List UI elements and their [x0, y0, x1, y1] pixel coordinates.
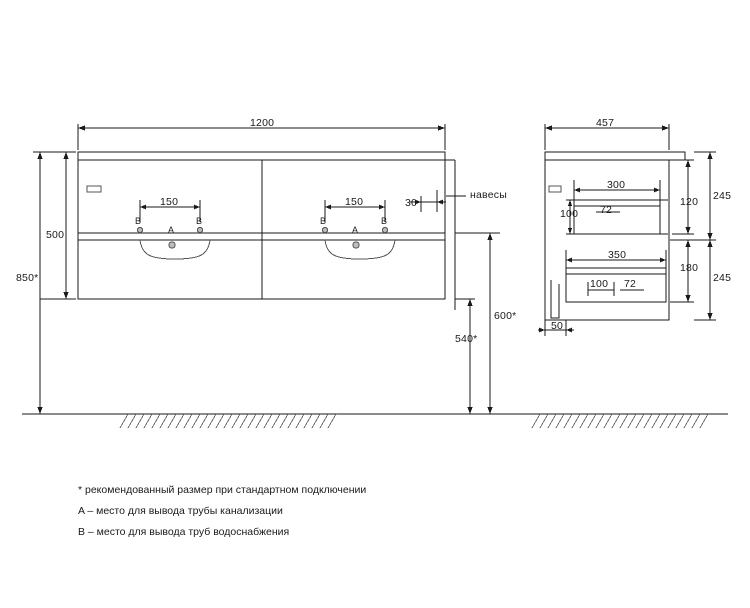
side-top-drawer — [574, 200, 668, 234]
dim-540 — [455, 299, 478, 414]
dim-label-150-right: 150 — [345, 196, 364, 208]
marker-a1: A — [168, 225, 175, 235]
dim-label-72-top: 72 — [600, 204, 613, 216]
side-countertop — [545, 152, 685, 160]
dim-label-150-left: 150 — [160, 196, 179, 208]
dim-label-300: 300 — [607, 179, 626, 191]
front-hanger-bracket — [87, 186, 101, 192]
dim-850 — [33, 152, 500, 414]
front-countertop — [78, 152, 445, 160]
dim-500 — [40, 152, 76, 299]
dim-label-50: 50 — [551, 320, 564, 332]
dim-label-245-bottom: 245 — [713, 272, 732, 284]
dim-label-540: 540* — [455, 333, 478, 345]
dim-label-500: 500 — [46, 229, 65, 241]
front-cabinet-body — [78, 160, 445, 299]
dim-label-850: 850* — [16, 272, 39, 284]
floor-hatching — [120, 414, 708, 428]
front-right-extension — [445, 160, 455, 310]
dim-label-350: 350 — [608, 249, 627, 261]
front-sink-right — [325, 240, 395, 259]
dim-label-100-bottom: 100 — [590, 278, 609, 290]
dim-label-600: 600* — [494, 310, 517, 322]
dim-label-1200: 1200 — [250, 117, 275, 129]
dim-label-245-top: 245 — [713, 190, 732, 202]
marker-b4: B — [381, 216, 388, 226]
dim-label-120: 120 — [680, 196, 699, 208]
marker-a2: A — [352, 225, 359, 235]
marker-b2: B — [196, 216, 203, 226]
side-hanger-bracket — [549, 186, 561, 192]
dim-label-100-top: 100 — [560, 208, 579, 220]
marker-b1: B — [135, 216, 142, 226]
legend — [78, 480, 478, 543]
dim-600 — [455, 233, 500, 414]
dim-label-180: 180 — [680, 262, 699, 274]
legend-item-1: A – место для вывода трубы канализации — [78, 505, 283, 517]
legend-item-2: B – место для вывода труб водоснабжения — [78, 526, 290, 538]
hangers-label: навесы — [470, 189, 507, 201]
dim-label-457: 457 — [596, 117, 615, 129]
dim-label-30: 30 — [405, 197, 418, 209]
side-siphon-pipe — [545, 280, 559, 318]
marker-b3: B — [320, 216, 327, 226]
side-bottom-drawer — [566, 268, 666, 302]
dim-label-72-bottom: 72 — [624, 278, 637, 290]
legend-item-0: * рекомендованный размер при стандартном подключении — [78, 484, 367, 496]
